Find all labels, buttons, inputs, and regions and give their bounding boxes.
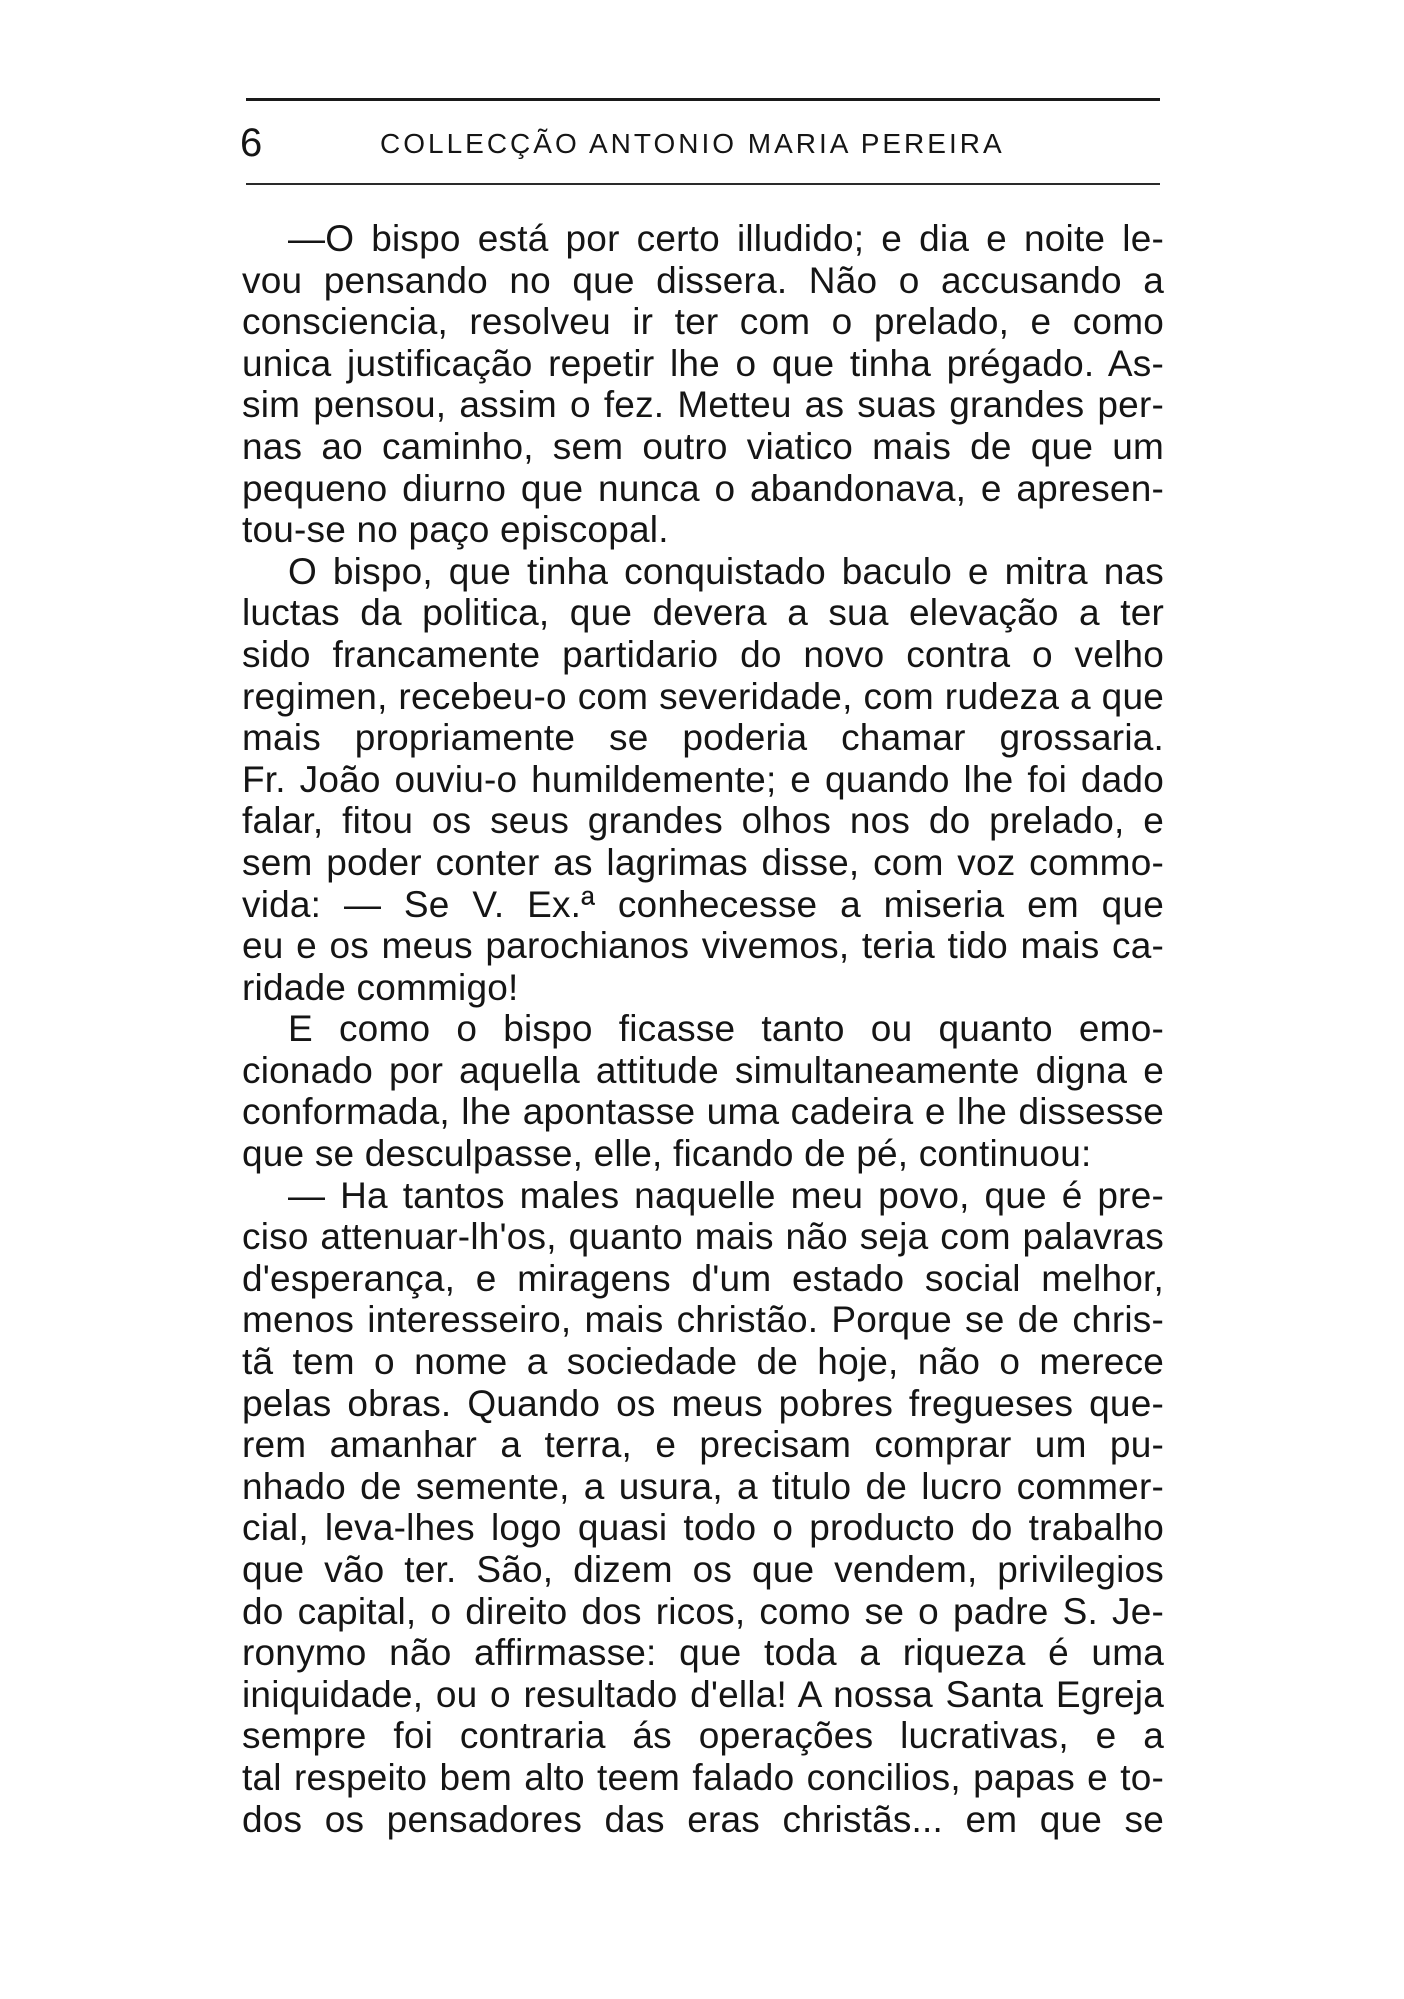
text-line: tou-se no paço episcopal.	[242, 509, 669, 551]
text-line: que vão ter. São, dizem os que vendem, privilegios	[242, 1549, 1164, 1590]
page-header	[240, 118, 1160, 168]
header-top-rule	[246, 98, 1160, 101]
text-line: falar, fitou os seus grandes olhos nos do prelado, e	[242, 800, 1164, 842]
text-line: vou pensando no que dissera. Não o accusando a	[242, 259, 1164, 301]
text-line: tã tem o nome a sociedade de hoje, não o merece	[242, 1341, 1164, 1383]
header-bottom-rule	[246, 183, 1160, 185]
text-line: Fr. João ouviu-o humildemente; e quando lhe foi dado	[242, 758, 1164, 800]
text-line: —O bispo está por certo illudido; e dia e noite le-	[288, 218, 1164, 259]
text-line: iniquidade, ou o resultado d'ella! A nossa Santa Egreja	[242, 1673, 1164, 1715]
text-line: regimen, recebeu-o com severidade, com rudeza a que	[242, 675, 1164, 717]
text-line: sido francamente partidario do novo contra o velho	[242, 633, 1164, 675]
text-line: sem poder conter as lagrimas disse, com voz commo-	[242, 841, 1164, 883]
text-line: luctas da politica, que devera a sua elevação a ter	[242, 592, 1164, 634]
text-line: menos interesseiro, mais christão. Porque se de chris-	[242, 1299, 1164, 1341]
text-line: ridade commigo!	[242, 966, 519, 1008]
text-line: nas ao caminho, sem outro viatico mais de que um	[242, 425, 1164, 467]
running-head: COLLECÇÃO ANTONIO MARIA PEREIRA	[380, 128, 1005, 159]
text-line: E como o bispo ficasse tanto ou quanto emo-	[288, 1008, 1164, 1050]
text-line: cial, leva-lhes logo quasi todo o producto do trabalho	[242, 1507, 1164, 1549]
text-line: mais propriamente se poderia chamar grossaria.	[242, 717, 1164, 759]
text-line: sempre foi contraria ás operações lucrativas, e a	[242, 1715, 1164, 1757]
text-line: rem amanhar a terra, e precisam comprar um pu-	[242, 1424, 1164, 1466]
text-line: nhado de semente, a usura, a titulo de lucro commer-	[242, 1465, 1164, 1507]
text-line: d'esperança, e miragens d'um estado social melhor,	[242, 1257, 1164, 1299]
text-line: unica justificação repetir lhe o que tinha prégado. As-	[242, 342, 1164, 384]
text-line: do capital, o direito dos ricos, como se o padre S. Je-	[242, 1590, 1164, 1632]
text-line: pelas obras. Quando os meus pobres fregueses que-	[242, 1382, 1164, 1424]
page-number: 6	[240, 121, 263, 165]
text-line: conformada, lhe apontasse uma cadeira e lhe dissesse	[242, 1091, 1164, 1133]
text-line: ciso attenuar-lh'os, quanto mais não seja com palavras	[242, 1216, 1164, 1258]
text-line: O bispo, que tinha conquistado baculo e mitra nas	[288, 550, 1164, 592]
text-line: cionado por aquella attitude simultaneamente digna e	[242, 1049, 1164, 1091]
text-line: dos os pensadores das eras christãs... em que se	[242, 1798, 1164, 1840]
text-line: que se desculpasse, elle, ficando de pé, continuou:	[242, 1133, 1092, 1175]
body-text	[242, 218, 1164, 1840]
text-line: tal respeito bem alto teem falado concilios, papas e to-	[242, 1756, 1164, 1798]
text-line: eu e os meus parochianos vivemos, teria tido mais ca-	[242, 925, 1164, 967]
text-line: pequeno diurno que nunca o abandonava, e apresen-	[242, 467, 1164, 509]
text-line: sim pensou, assim o fez. Metteu as suas grandes per-	[242, 384, 1164, 426]
text-line: — Ha tantos males naquelle meu povo, que é pre-	[288, 1174, 1164, 1216]
text-line: vida: — Se V. Ex.ª conhecesse a miseria em que	[242, 883, 1164, 925]
text-line: consciencia, resolveu ir ter com o prelado, e como	[242, 301, 1164, 343]
text-line: ronymo não affirmasse: que toda a riqueza é uma	[242, 1632, 1164, 1674]
